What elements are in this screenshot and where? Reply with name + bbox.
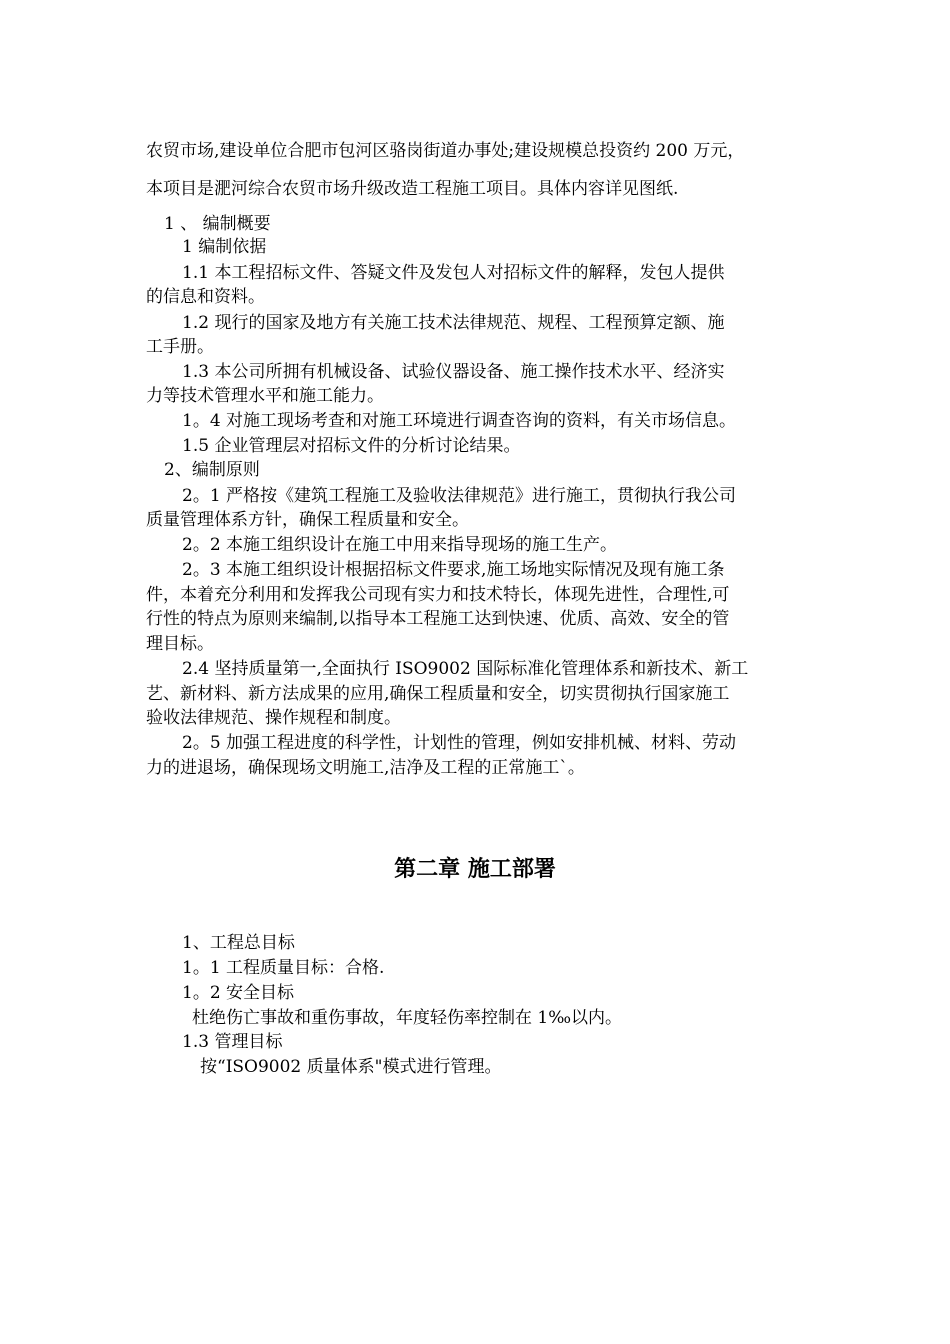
paragraph-line: 2。5 加强工程进度的科学性，计划性的管理，例如安排机械、材料、劳动 [182,733,737,753]
intro-line: 农贸市场,建设单位合肥市包河区骆岗街道办事处;建设规模总投资约 200 万元， [146,141,745,161]
paragraph-line: 1.2 现行的国家及地方有关施工技术法律规范、规程、工程预算定额、施 [182,313,725,333]
chapter-title: 第二章 施工部署 [394,856,556,882]
paragraph-line: 1.1 本工程招标文件、答疑文件及发包人对招标文件的解释，发包人提供 [182,263,725,283]
paragraph-line: 2。3 本施工组织设计根据招标文件要求,施工场地实际情况及现有施工条 [182,560,725,580]
paragraph-line: 2。2 本施工组织设计在施工中用来指导现场的施工生产。 [182,535,618,555]
paragraph-line: 1.5 企业管理层对招标文件的分析讨论结果。 [182,436,521,456]
section-title: 1、工程总目标 [182,933,295,953]
paragraph-line: 力等技术管理水平和施工能力。 [146,386,384,406]
paragraph-line: 1.3 管理目标 [182,1032,283,1052]
intro-line: 本项目是淝河综合农贸市场升级改造工程施工项目。具体内容详见图纸. [146,179,679,199]
paragraph-line: 行性的特点为原则来编制,以指导本工程施工达到快速、优质、高效、安全的管 [146,609,730,629]
paragraph-line: 验收法律规范、操作规程和制度。 [146,708,401,728]
paragraph-line: 件，本着充分利用和发挥我公司现有实力和技术特长，体现先进性，合理性,可 [146,585,730,605]
paragraph-line: 艺、新材料、新方法成果的应用,确保工程质量和安全，切实贯彻执行国家施工 [146,684,730,704]
paragraph-line: 理目标。 [146,634,214,654]
paragraph-line: 质量管理体系方针，确保工程质量和安全。 [146,510,469,530]
paragraph-line: 2。1 严格按《建筑工程施工及验收法律规范》进行施工，贯彻执行我公司 [182,486,737,506]
paragraph-line: 1。1 工程质量目标：合格. [182,958,385,978]
paragraph-line: 1。2 安全目标 [182,983,295,1003]
paragraph-line: 2.4 坚持质量第一,全面执行 ISO9002 国际标准化管理体系和新技术、新工 [182,659,749,679]
section-title: 1 、 编制概要 [164,214,271,234]
section-subtitle: 1 编制依据 [182,237,267,257]
paragraph-line: 力的进退场，确保现场文明施工,洁净及工程的正常施工`。 [146,758,585,778]
paragraph-line: 1.3 本公司所拥有机械设备、试验仪器设备、施工操作技术水平、经济实 [182,362,725,382]
paragraph-line: 按“ISO9002 质量体系"模式进行管理。 [200,1057,502,1077]
section-title: 2、编制原则 [164,460,260,480]
paragraph-line: 的信息和资料。 [146,287,265,307]
paragraph-line: 工手册。 [146,337,214,357]
paragraph-line: 1。4 对施工现场考查和对施工环境进行调查咨询的资料，有关市场信息。 [182,411,737,431]
paragraph-line: 杜绝伤亡事故和重伤事故，年度轻伤率控制在 1‰以内。 [192,1008,623,1028]
